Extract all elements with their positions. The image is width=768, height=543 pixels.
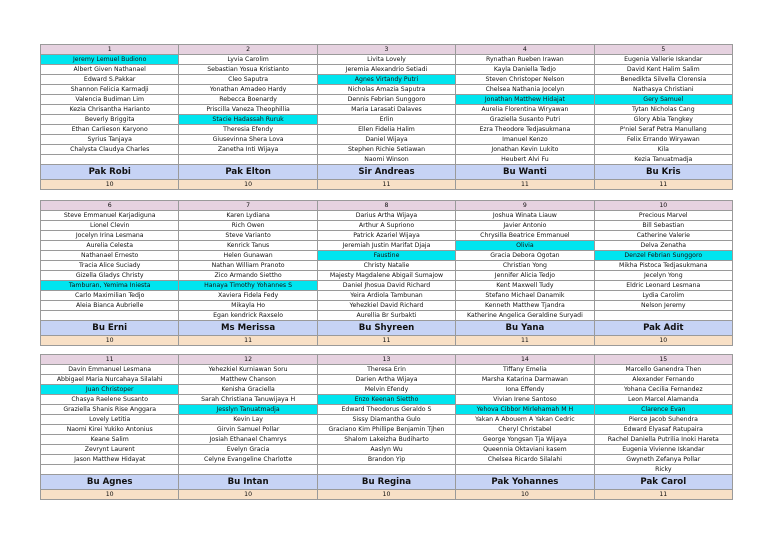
member-cell: Leon Marcel Alamanda bbox=[595, 395, 733, 405]
group-number: 1 bbox=[41, 45, 179, 55]
member-cell: Jesslyn Tanuatmadja bbox=[179, 405, 317, 415]
member-cell: Yehova Cibbor Mirlehamah M H bbox=[456, 405, 594, 415]
member-cell: Cleo Saputra bbox=[179, 75, 317, 85]
member-cell: Karen Lydiana bbox=[179, 211, 317, 221]
member-cell: Aurelia Celesta bbox=[41, 241, 179, 251]
member-cell: Jason Matthew Hidayat bbox=[41, 455, 179, 465]
group-number: 7 bbox=[179, 201, 317, 211]
member-cell: P'niel Seraf Petra Manullang bbox=[595, 125, 733, 135]
member-cell: Celyne Evangeline Charlotte bbox=[179, 455, 317, 465]
member-cell: Aurelia Florentina Wiryawan bbox=[456, 105, 594, 115]
member-cell bbox=[456, 465, 594, 475]
member-cell: Daniel Jhosua David Richard bbox=[318, 281, 456, 291]
member-cell: Albert Given Nathanael bbox=[41, 65, 179, 75]
group-leader: Bu Wanti bbox=[456, 165, 594, 180]
member-cell: Zanetha Inti Wijaya bbox=[179, 145, 317, 155]
group-leader: Sir Andreas bbox=[318, 165, 456, 180]
member-cell: Davin Emmanuel Lesmana bbox=[41, 365, 179, 375]
member-cell: Vivian Irene Santoso bbox=[456, 395, 594, 405]
group-leader: Bu Yana bbox=[456, 321, 594, 336]
member-cell: Tiffany Emelia bbox=[456, 365, 594, 375]
member-cell: Chrysilla Beatrice Emmanuel bbox=[456, 231, 594, 241]
member-cell: Priscilla Vaneza Theophillia bbox=[179, 105, 317, 115]
member-cell: Kent Maxwell Tudy bbox=[456, 281, 594, 291]
member-cell: Nicholas Amazia Saputra bbox=[318, 85, 456, 95]
member-cell: Lionel Clevin bbox=[41, 221, 179, 231]
member-cell: Helen Gunawan bbox=[179, 251, 317, 261]
member-cell: Aleia Bianca Aubrielle bbox=[41, 301, 179, 311]
member-cell: Steve Varianto bbox=[179, 231, 317, 241]
member-cell bbox=[318, 465, 456, 475]
member-cell: Josiah Ethanael Chamrys bbox=[179, 435, 317, 445]
member-count: 11 bbox=[595, 180, 733, 190]
member-cell: Gery Samuel bbox=[595, 95, 733, 105]
group-leader: Bu Erni bbox=[41, 321, 179, 336]
member-cell: Xaviera Fidela Fedy bbox=[179, 291, 317, 301]
member-cell: Beverly Briggita bbox=[41, 115, 179, 125]
member-cell: Christian Yong bbox=[456, 261, 594, 271]
member-cell: Giusevinna Shera Lova bbox=[179, 135, 317, 145]
group-number: 12 bbox=[179, 355, 317, 365]
member-cell: Gizella Gladys Christy bbox=[41, 271, 179, 281]
member-cell: Ellen Fidelia Halim bbox=[318, 125, 456, 135]
member-cell: Theresia Efendy bbox=[179, 125, 317, 135]
member-cell: Ethan Carlieson Karyono bbox=[41, 125, 179, 135]
member-cell: Eugenia Vallerie Iskandar bbox=[595, 55, 733, 65]
member-count: 11 bbox=[456, 336, 594, 346]
member-cell: Jonathan Matthew Hidajat bbox=[456, 95, 594, 105]
member-cell: Jocelyn Irina Lesmana bbox=[41, 231, 179, 241]
member-cell: Shannon Felicia Karmadji bbox=[41, 85, 179, 95]
member-cell: Ricky bbox=[595, 465, 733, 475]
group-block bbox=[40, 44, 733, 190]
member-cell: Aaslyn Wu bbox=[318, 445, 456, 455]
member-cell: Denzel Febrian Sunggoro bbox=[595, 251, 733, 261]
member-cell: George Yongsan Tja Wijaya bbox=[456, 435, 594, 445]
member-cell: Tracia Alice Suciady bbox=[41, 261, 179, 271]
member-cell: Jonathan Kevin Lukito bbox=[456, 145, 594, 155]
member-cell: Rich Owen bbox=[179, 221, 317, 231]
member-count: 11 bbox=[318, 180, 456, 190]
member-cell: Sarah Christiana Tanuwijaya H bbox=[179, 395, 317, 405]
member-cell: Graciano Kim Phillipe Benjamin Tjhen bbox=[318, 425, 456, 435]
member-cell: Benedikta Silvella Clorensia bbox=[595, 75, 733, 85]
member-cell: Steven Christoper Nelson bbox=[456, 75, 594, 85]
member-cell: Yehezkiel Kurniawan Soru bbox=[179, 365, 317, 375]
member-cell: Rebecca Boenardy bbox=[179, 95, 317, 105]
member-cell: Katherine Angelica Geraldine Suryadi bbox=[456, 311, 594, 321]
member-count: 11 bbox=[318, 336, 456, 346]
member-cell: Queennia Oktaviani kasem bbox=[456, 445, 594, 455]
member-cell bbox=[179, 155, 317, 165]
member-cell: Olivia bbox=[456, 241, 594, 251]
member-count: 11 bbox=[179, 336, 317, 346]
member-cell: Stacie Hadassah Ruruk bbox=[179, 115, 317, 125]
member-cell: Chelsea Ricardo Silalahi bbox=[456, 455, 594, 465]
group-block bbox=[40, 200, 733, 346]
member-cell: Yohana Cecilia Fernandez bbox=[595, 385, 733, 395]
member-cell: Shalom Lakeizha Budiharto bbox=[318, 435, 456, 445]
member-cell: Felix Errando Wiryawan bbox=[595, 135, 733, 145]
group-leader: Bu Intan bbox=[179, 475, 317, 490]
member-cell: Zevrynt Laurent bbox=[41, 445, 179, 455]
member-cell: Iona Effendy bbox=[456, 385, 594, 395]
member-cell bbox=[41, 155, 179, 165]
group-leader: Pak Adit bbox=[595, 321, 733, 336]
member-cell: Gwyneth Zefanya Pollar bbox=[595, 455, 733, 465]
member-cell: Darius Artha Wijaya bbox=[318, 211, 456, 221]
group-number: 5 bbox=[595, 45, 733, 55]
member-cell: Rachel Daniella Putrilia Inoki Hareta bbox=[595, 435, 733, 445]
member-cell: Stephen Richie Setiawan bbox=[318, 145, 456, 155]
member-cell: Marsha Katarina Darmawan bbox=[456, 375, 594, 385]
member-count: 10 bbox=[41, 180, 179, 190]
member-cell: Kenrick Tanus bbox=[179, 241, 317, 251]
member-cell: Precious Marvel bbox=[595, 211, 733, 221]
member-cell: Jecelyn Yong bbox=[595, 271, 733, 281]
member-cell: Graziella Shanis Rise Anggara bbox=[41, 405, 179, 415]
member-cell: Dennis Febrian Sunggoro bbox=[318, 95, 456, 105]
group-leader: Pak Robi bbox=[41, 165, 179, 180]
member-cell: Kevin Lay bbox=[179, 415, 317, 425]
group-leader: Pak Yohannes bbox=[456, 475, 594, 490]
member-count: 10 bbox=[41, 490, 179, 500]
member-cell: David Kent Halim Salim bbox=[595, 65, 733, 75]
member-cell: Jeremia Alexandrio Setiadi bbox=[318, 65, 456, 75]
member-cell: Jeremiah Justin Marifat Djaja bbox=[318, 241, 456, 251]
group-number: 4 bbox=[456, 45, 594, 55]
member-cell: Mikayla Ho bbox=[179, 301, 317, 311]
member-cell: Majesty Magdalene Abigail Sumajow bbox=[318, 271, 456, 281]
member-cell: Lydia Carolim bbox=[595, 291, 733, 301]
member-cell: Lovely Letitia bbox=[41, 415, 179, 425]
member-cell: Tytan Nicholas Cang bbox=[595, 105, 733, 115]
member-count: 11 bbox=[456, 180, 594, 190]
member-cell: Catherine Valerie bbox=[595, 231, 733, 241]
member-cell: Chalysta Claudya Charles bbox=[41, 145, 179, 155]
member-cell: Delva Zenatha bbox=[595, 241, 733, 251]
group-number: 11 bbox=[41, 355, 179, 365]
member-cell bbox=[41, 465, 179, 475]
member-cell: Agnes Virtandy Putri bbox=[318, 75, 456, 85]
member-cell: Kezia Chrisantha Harianto bbox=[41, 105, 179, 115]
member-cell: Tamburan, Yemima Iniesta bbox=[41, 281, 179, 291]
member-cell: Livita Lovely bbox=[318, 55, 456, 65]
group-leader: Ms Merissa bbox=[179, 321, 317, 336]
member-cell: Zico Armando Siettho bbox=[179, 271, 317, 281]
member-cell: Nathasya Christiani bbox=[595, 85, 733, 95]
member-cell: Naomi Winson bbox=[318, 155, 456, 165]
member-cell: Alexander Fernando bbox=[595, 375, 733, 385]
member-count: 10 bbox=[41, 336, 179, 346]
member-cell: Kenisha Graciella bbox=[179, 385, 317, 395]
group-number: 3 bbox=[318, 45, 456, 55]
member-cell: Abbigael Maria Nurcahaya Silalahi bbox=[41, 375, 179, 385]
member-cell: Lyvia Carolim bbox=[179, 55, 317, 65]
member-cell: Ezra Theodore Tedjasukmana bbox=[456, 125, 594, 135]
member-cell: Darien Artha Wijaya bbox=[318, 375, 456, 385]
member-cell: Brandon Yip bbox=[318, 455, 456, 465]
member-cell: Juan Christoper bbox=[41, 385, 179, 395]
member-cell: Glory Abia Tengkey bbox=[595, 115, 733, 125]
member-cell: Kayla Daniella Tedjo bbox=[456, 65, 594, 75]
member-count: 10 bbox=[179, 180, 317, 190]
member-cell: Gracia Debora Ogotan bbox=[456, 251, 594, 261]
member-count: 10 bbox=[595, 336, 733, 346]
member-cell: Imanuel Kenzo bbox=[456, 135, 594, 145]
member-cell: Kila bbox=[595, 145, 733, 155]
member-cell: Theresa Erin bbox=[318, 365, 456, 375]
group-leader: Bu Regina bbox=[318, 475, 456, 490]
member-cell: Javier Antonio bbox=[456, 221, 594, 231]
member-cell: Syrius Tanjaya bbox=[41, 135, 179, 145]
member-cell: Yeira Ardiola Tambunan bbox=[318, 291, 456, 301]
member-cell bbox=[179, 465, 317, 475]
member-cell: Arthur A Supriono bbox=[318, 221, 456, 231]
group-block bbox=[40, 354, 733, 500]
group-number: 14 bbox=[456, 355, 594, 365]
member-cell: Nathan William Pranoto bbox=[179, 261, 317, 271]
member-cell: Chasya Raelene Susanto bbox=[41, 395, 179, 405]
member-cell: Daniel Wijaya bbox=[318, 135, 456, 145]
member-cell: Rynathan Rueben Irawan bbox=[456, 55, 594, 65]
member-cell: Mikha Pistoca Tedjasukmana bbox=[595, 261, 733, 271]
member-cell: Yehezkiel David Richard bbox=[318, 301, 456, 311]
member-cell: Matthew Chanson bbox=[179, 375, 317, 385]
member-cell: Joshua Winata Liauw bbox=[456, 211, 594, 221]
group-number: 13 bbox=[318, 355, 456, 365]
member-cell: Clarence Evan bbox=[595, 405, 733, 415]
member-cell: Cheryl Christabel bbox=[456, 425, 594, 435]
member-cell: Sebastian Yosua Kristianto bbox=[179, 65, 317, 75]
group-leader: Bu Kris bbox=[595, 165, 733, 180]
member-cell: Bill Sebastian bbox=[595, 221, 733, 231]
member-cell: Faustine bbox=[318, 251, 456, 261]
member-cell: Nathanael Ernesto bbox=[41, 251, 179, 261]
member-cell: Marcello Ganendra Then bbox=[595, 365, 733, 375]
group-number: 9 bbox=[456, 201, 594, 211]
member-cell: Keane Salim bbox=[41, 435, 179, 445]
member-cell: Steve Emmanuel Karjadiguna bbox=[41, 211, 179, 221]
member-cell bbox=[41, 311, 179, 321]
member-cell: Naomi Kirei Yukiko Antonius bbox=[41, 425, 179, 435]
group-leader: Bu Agnes bbox=[41, 475, 179, 490]
member-cell: Nelson Jeremy bbox=[595, 301, 733, 311]
group-number: 2 bbox=[179, 45, 317, 55]
member-count: 10 bbox=[456, 490, 594, 500]
member-cell: Kenneth Matthew Tjandra bbox=[456, 301, 594, 311]
group-leader: Pak Elton bbox=[179, 165, 317, 180]
member-cell: Jennifer Alicia Tedjo bbox=[456, 271, 594, 281]
member-cell: Carlo Maximilian Tedjo bbox=[41, 291, 179, 301]
member-cell: Kezia Tanuatmadja bbox=[595, 155, 733, 165]
member-cell: Maria Larasati Dalaves bbox=[318, 105, 456, 115]
member-cell: Christy Natalie bbox=[318, 261, 456, 271]
member-cell: Aurellia Br Surbakti bbox=[318, 311, 456, 321]
group-leader: Pak Carol bbox=[595, 475, 733, 490]
member-cell: Melvin Efendy bbox=[318, 385, 456, 395]
member-count: 11 bbox=[595, 490, 733, 500]
member-cell: Pierce Jacob Suhendra bbox=[595, 415, 733, 425]
member-cell: Graziella Susanto Putri bbox=[456, 115, 594, 125]
member-cell: Erlin bbox=[318, 115, 456, 125]
member-cell: Hanaya Timothy Yohannes S bbox=[179, 281, 317, 291]
group-leader: Bu Shyreen bbox=[318, 321, 456, 336]
member-cell: Enzo Keenan Siettho bbox=[318, 395, 456, 405]
member-cell: Eldric Leonard Lesmana bbox=[595, 281, 733, 291]
member-cell: Girvin Samuel Pollar bbox=[179, 425, 317, 435]
member-cell bbox=[595, 311, 733, 321]
member-cell: Sissy Diamantha Gulo bbox=[318, 415, 456, 425]
member-cell: Edward Theodorus Geraldo S bbox=[318, 405, 456, 415]
group-number: 8 bbox=[318, 201, 456, 211]
group-number: 15 bbox=[595, 355, 733, 365]
member-cell: Yonathan Amadeo Hardy bbox=[179, 85, 317, 95]
member-cell: Stefano Michael Danamik bbox=[456, 291, 594, 301]
member-count: 10 bbox=[318, 490, 456, 500]
group-number: 10 bbox=[595, 201, 733, 211]
member-count: 10 bbox=[179, 490, 317, 500]
member-cell: Chelsea Nathania Jocelyn bbox=[456, 85, 594, 95]
member-cell: Edward S.Pakkar bbox=[41, 75, 179, 85]
member-cell: Yakan A Abouem A Yakan Cedric bbox=[456, 415, 594, 425]
member-cell: Jeremy Lemuel Budiono bbox=[41, 55, 179, 65]
member-cell: Edward Elyasaf Ratupaira bbox=[595, 425, 733, 435]
member-cell: Patrick Azariel Wijaya bbox=[318, 231, 456, 241]
member-cell: Egan kendrick Raxselo bbox=[179, 311, 317, 321]
group-number: 6 bbox=[41, 201, 179, 211]
member-cell: Heubert Alvi Fu bbox=[456, 155, 594, 165]
member-cell: Evelyn Gracia bbox=[179, 445, 317, 455]
member-cell: Valencia Budiman Lim bbox=[41, 95, 179, 105]
member-cell: Eugenia Vivienne Iskandar bbox=[595, 445, 733, 455]
